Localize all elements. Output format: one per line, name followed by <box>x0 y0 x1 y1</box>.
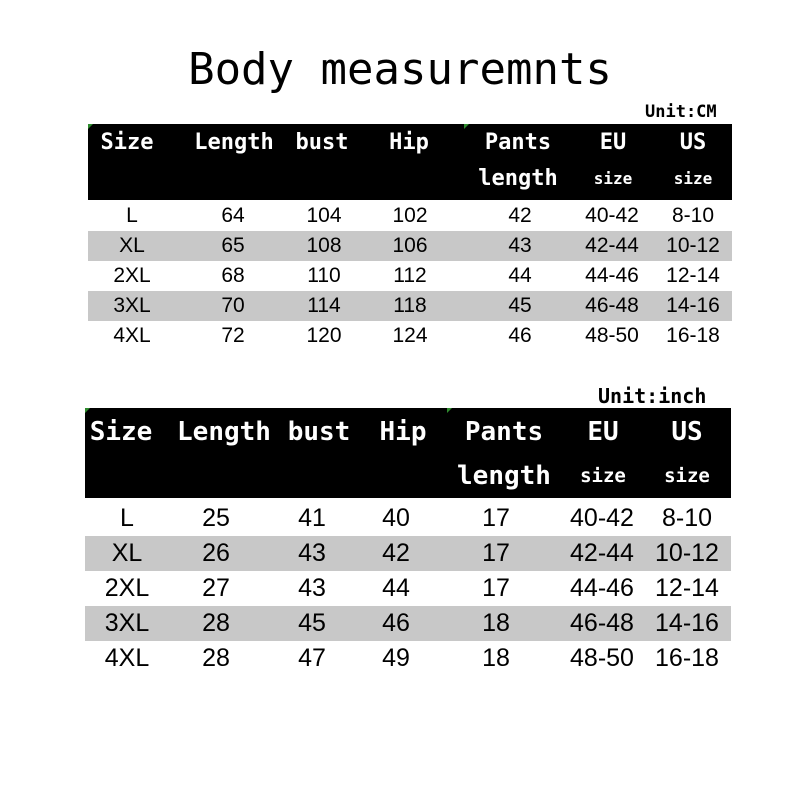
table-row <box>85 536 731 571</box>
cell-eu-size: 44-46 <box>585 264 639 287</box>
cell-size: L <box>120 504 134 532</box>
cell-size: XL <box>111 539 143 567</box>
cell-us-size: 10-12 <box>666 234 720 257</box>
cell-eu-size: 48-50 <box>585 324 639 347</box>
cell-length: 70 <box>221 294 245 317</box>
table-row <box>88 231 732 261</box>
table-row <box>85 571 731 606</box>
cell-length: 65 <box>221 234 245 257</box>
cell-size: 4XL <box>104 644 150 672</box>
cell-size: 3XL <box>104 609 150 637</box>
cell-bust: 108 <box>306 234 342 257</box>
cell-eu-size: 48-50 <box>570 644 634 672</box>
cell-size: 2XL <box>113 264 151 287</box>
header-pants-length: length <box>457 461 551 491</box>
cell-length: 68 <box>221 264 245 287</box>
header-eu: EU <box>587 417 619 447</box>
cell-pants-length: 17 <box>482 574 510 602</box>
cell-hip: 106 <box>392 234 428 257</box>
header-length: Length <box>194 130 274 155</box>
cell-size: 4XL <box>113 324 151 347</box>
cell-eu-size: 40-42 <box>585 204 639 227</box>
unit-label-inch: Unit:inch <box>598 384 707 408</box>
cell-hip: 102 <box>392 204 428 227</box>
header-size: Size <box>89 417 153 447</box>
table-row <box>85 501 731 536</box>
cell-pants-length: 18 <box>482 609 510 637</box>
cell-pants-length: 17 <box>482 539 510 567</box>
header-bust: bust <box>295 130 349 155</box>
header-eu-size: size <box>593 169 633 188</box>
table-row <box>88 261 732 291</box>
header-pants: Pants <box>464 417 544 447</box>
cell-pants-length: 42 <box>508 204 532 227</box>
cell-length: 64 <box>221 204 245 227</box>
cell-eu-size: 40-42 <box>570 504 634 532</box>
header-us-size: size <box>673 169 713 188</box>
cell-bust: 104 <box>306 204 342 227</box>
cell-pants-length: 17 <box>482 504 510 532</box>
table-row <box>88 291 732 321</box>
table-row <box>85 641 731 676</box>
cell-size: L <box>126 204 138 227</box>
cell-us-size: 14-16 <box>655 609 719 637</box>
corner-mark-icon <box>88 124 93 129</box>
cell-length: 27 <box>202 574 230 602</box>
cell-hip: 42 <box>382 539 410 567</box>
cell-size: 3XL <box>113 294 151 317</box>
cell-eu-size: 46-48 <box>585 294 639 317</box>
cell-pants-length: 45 <box>508 294 532 317</box>
cell-length: 72 <box>221 324 245 347</box>
header-bust: bust <box>287 417 351 447</box>
cell-pants-length: 46 <box>508 324 532 347</box>
header-length: Length <box>177 417 271 447</box>
cell-hip: 118 <box>393 294 427 317</box>
header-pants: Pants <box>484 130 552 155</box>
corner-mark-icon <box>464 124 469 129</box>
cell-bust: 45 <box>298 609 326 637</box>
size-table-cm-header <box>88 124 732 200</box>
header-us-size: size <box>664 465 710 487</box>
cell-us-size: 8-10 <box>661 504 713 532</box>
cell-us-size: 12-14 <box>655 574 719 602</box>
cell-bust: 120 <box>306 324 342 347</box>
cell-hip: 46 <box>382 609 410 637</box>
cell-length: 28 <box>202 609 230 637</box>
cell-bust: 114 <box>307 294 341 317</box>
header-eu-size: size <box>580 465 626 487</box>
cell-pants-length: 44 <box>508 264 532 287</box>
cell-length: 28 <box>202 644 230 672</box>
header-pants-length: length <box>478 166 558 191</box>
header-hip: Hip <box>389 130 429 155</box>
cell-hip: 49 <box>382 644 410 672</box>
cell-hip: 40 <box>382 504 410 532</box>
table-row <box>88 201 732 231</box>
cell-us-size: 8-10 <box>671 204 715 227</box>
header-size: Size <box>100 130 154 155</box>
cell-bust: 43 <box>298 539 326 567</box>
cell-bust: 43 <box>298 574 326 602</box>
cell-hip: 112 <box>393 264 427 287</box>
page-title: Body measuremnts <box>188 44 612 95</box>
cell-bust: 110 <box>307 264 341 287</box>
cell-pants-length: 43 <box>508 234 532 257</box>
header-eu: EU <box>599 130 627 155</box>
cell-hip: 124 <box>392 324 428 347</box>
unit-label-cm: Unit:CM <box>645 102 717 122</box>
cell-eu-size: 42-44 <box>570 539 634 567</box>
cell-us-size: 10-12 <box>655 539 719 567</box>
cell-hip: 44 <box>382 574 410 602</box>
cell-length: 26 <box>202 539 230 567</box>
cell-eu-size: 42-44 <box>585 234 639 257</box>
size-table-inch-header <box>85 408 731 498</box>
cell-size: 2XL <box>104 574 150 602</box>
cell-eu-size: 44-46 <box>570 574 634 602</box>
corner-mark-icon <box>447 408 452 413</box>
cell-pants-length: 18 <box>482 644 510 672</box>
header-us: US <box>671 417 703 447</box>
header-us: US <box>679 130 707 155</box>
table-row <box>85 606 731 641</box>
cell-bust: 47 <box>298 644 326 672</box>
cell-us-size: 14-16 <box>666 294 720 317</box>
cell-us-size: 16-18 <box>655 644 719 672</box>
cell-us-size: 12-14 <box>666 264 720 287</box>
cell-us-size: 16-18 <box>666 324 720 347</box>
cell-eu-size: 46-48 <box>570 609 634 637</box>
header-hip: Hip <box>379 417 427 447</box>
cell-size: XL <box>119 234 145 257</box>
table-row <box>88 321 732 351</box>
cell-length: 25 <box>202 504 230 532</box>
corner-mark-icon <box>85 408 90 413</box>
cell-bust: 41 <box>298 504 326 532</box>
